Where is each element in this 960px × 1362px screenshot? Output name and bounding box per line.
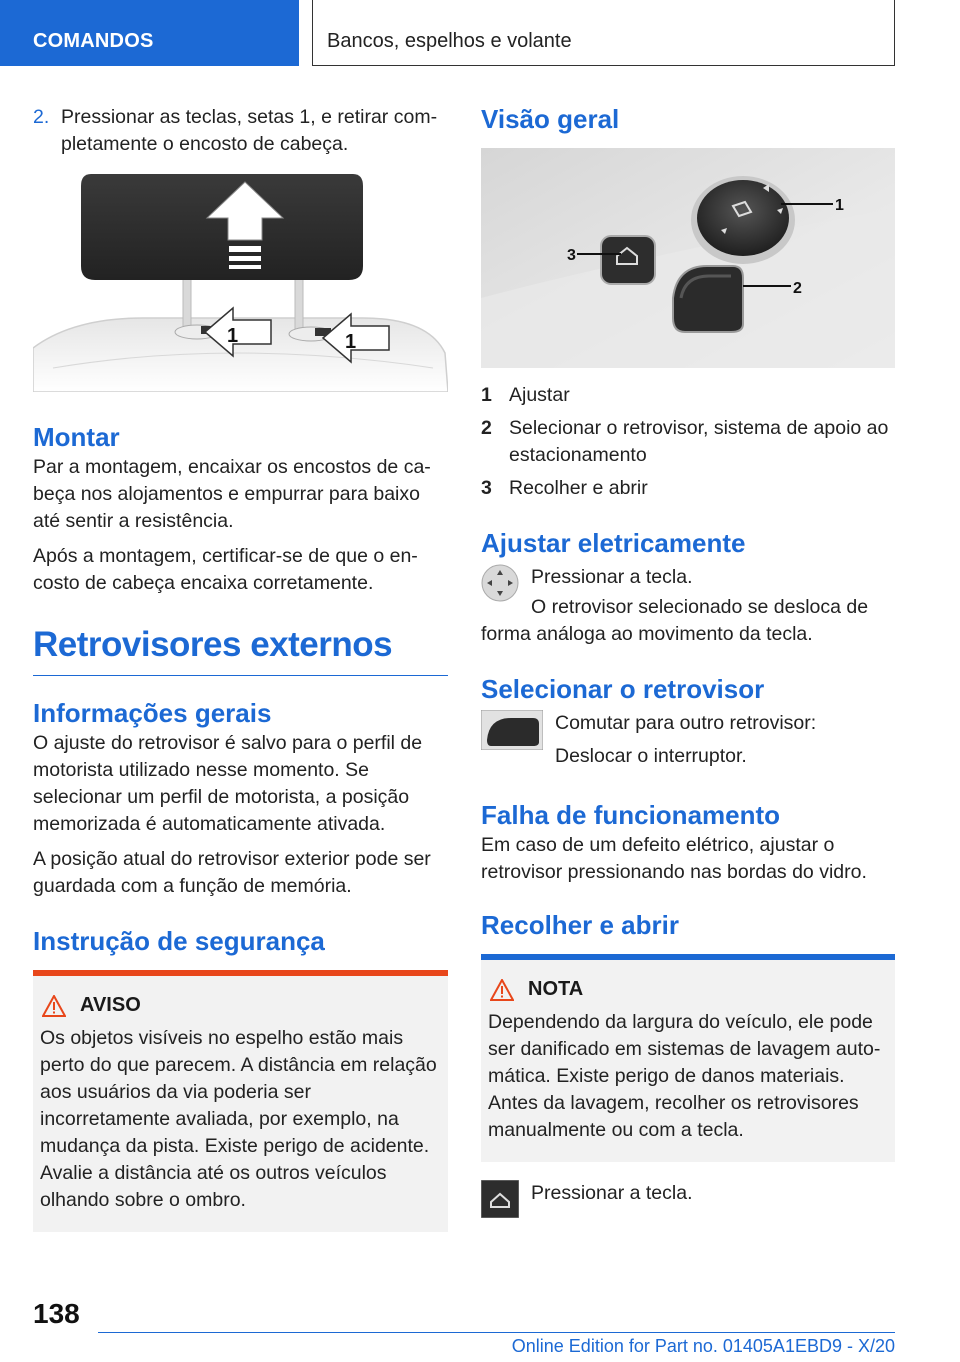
select-heading: Selecionar o retrovisor <box>481 674 765 704</box>
legend-text: Selecionar o retrovisor, sistema de apoio ao estacionamento <box>509 417 889 466</box>
montar-paragraph-2: Após a montagem, certificar-se de que o encosto de cabeça encaixa corretamente. <box>33 545 418 594</box>
info-paragraph-1: O ajuste do retrovisor é salvo para o perfil de motorista utilizado nesse momento. Se selecionar um perfil de motorista, a posição memorizada é automaticamente ativada. <box>33 732 423 835</box>
arrow-label-1b: 1 <box>345 331 357 353</box>
note-title: NOTA <box>528 978 584 1000</box>
legend-item <box>481 415 895 469</box>
note-title-row <box>488 978 887 1001</box>
left-column <box>33 104 448 1232</box>
fold-heading: Recolher e abrir <box>481 910 679 940</box>
note-text: Dependendo da largura do veículo, ele pode ser danificado em sistemas de lavagem automática. Existe perigo de danos materiais. Antes da lavagem, recolher os retrovisores manualmente ou com a tecla. <box>488 1011 881 1141</box>
mirror-controls-drawing <box>481 148 895 368</box>
header-section-tab <box>0 0 299 66</box>
step-2 <box>33 104 448 158</box>
select-paragraph-2: Deslocar o interruptor. <box>555 745 747 767</box>
fold-mirror-button-icon <box>481 1180 519 1218</box>
legend-number: 2 <box>481 417 492 439</box>
step-text: Pressionar as teclas, setas 1, e retirar completamente o encosto de cabeça. <box>61 106 438 155</box>
info-heading: Informações gerais <box>33 698 272 728</box>
step-number: 2. <box>33 106 50 128</box>
montar-paragraph-1: Par a montagem, encaixar os encostos de cabeça nos alojamentos e empurrar para baixo até sentir a resistência. <box>33 456 431 532</box>
legend-text: Recolher e abrir <box>509 477 648 499</box>
mirror-selector-icon <box>481 710 543 750</box>
legend-item <box>481 382 895 409</box>
callout-2: 2 <box>793 280 802 297</box>
retrovisores-heading: Retrovisores externos <box>33 625 448 676</box>
legend-text: Ajustar <box>509 384 570 406</box>
headrest-illustration <box>33 168 448 392</box>
warning-title-row <box>40 994 440 1017</box>
note-box <box>481 954 895 1162</box>
warning-title: AVISO <box>80 994 141 1016</box>
warning-text: Os objetos visíveis no espelho estão mais perto do que parecem. A distância em relação aos usuários da via poderia ser incorretamente avaliada, por exemplo, na mudança da pista. Existe perigo de acidente. Avalie a distância até os outros veículos olhando sobre o ombro. <box>40 1027 437 1211</box>
footer-edition: Online Edition for Part no. 01405A1EBD9 - X/20 <box>511 1336 895 1356</box>
callout-3: 3 <box>567 247 576 264</box>
legend-item <box>481 475 895 502</box>
safety-heading: Instrução de segurança <box>33 926 325 956</box>
montar-heading: Montar <box>33 422 120 452</box>
legend-number: 3 <box>481 477 492 499</box>
right-column <box>481 104 895 1224</box>
header-section-label: COMANDOS <box>33 30 154 52</box>
fold-row <box>481 1180 895 1218</box>
joystick-button-icon <box>481 564 519 602</box>
header-chapter-box <box>312 0 895 66</box>
adjust-paragraph-2: O retrovisor selecionado se desloca de forma análoga ao movimento da tecla. <box>481 596 869 645</box>
fault-paragraph: Em caso de um defeito elétrico, ajustar o retrovisor pressionando nas bordas do vidro. <box>481 834 867 883</box>
warning-triangle-icon <box>490 979 514 1001</box>
select-row <box>481 710 895 776</box>
select-paragraph-1: Comutar para outro retrovisor: <box>555 712 817 734</box>
callout-1: 1 <box>835 197 844 214</box>
legend-list <box>481 382 895 502</box>
fault-heading: Falha de funcionamento <box>481 800 781 830</box>
warning-triangle-icon <box>42 995 66 1017</box>
header-chapter-label: Bancos, espelhos e volante <box>327 30 572 52</box>
overview-heading: Visão geral <box>481 104 620 134</box>
adjust-heading: Ajustar eletricamente <box>481 528 746 558</box>
headrest-drawing <box>33 168 448 392</box>
fold-paragraph: Pressionar a tecla. <box>531 1182 693 1204</box>
mirror-controls-illustration <box>481 148 895 368</box>
legend-number: 1 <box>481 384 492 406</box>
warning-box <box>33 970 448 1232</box>
info-paragraph-2: A posição atual do retrovisor exterior pode ser guardada com a função de memória. <box>33 848 431 897</box>
adjust-paragraph-1: Pressionar a tecla. <box>531 566 693 588</box>
footer-divider <box>98 1332 895 1333</box>
arrow-label-1: 1 <box>227 325 239 347</box>
page-number: 138 <box>33 1298 80 1329</box>
